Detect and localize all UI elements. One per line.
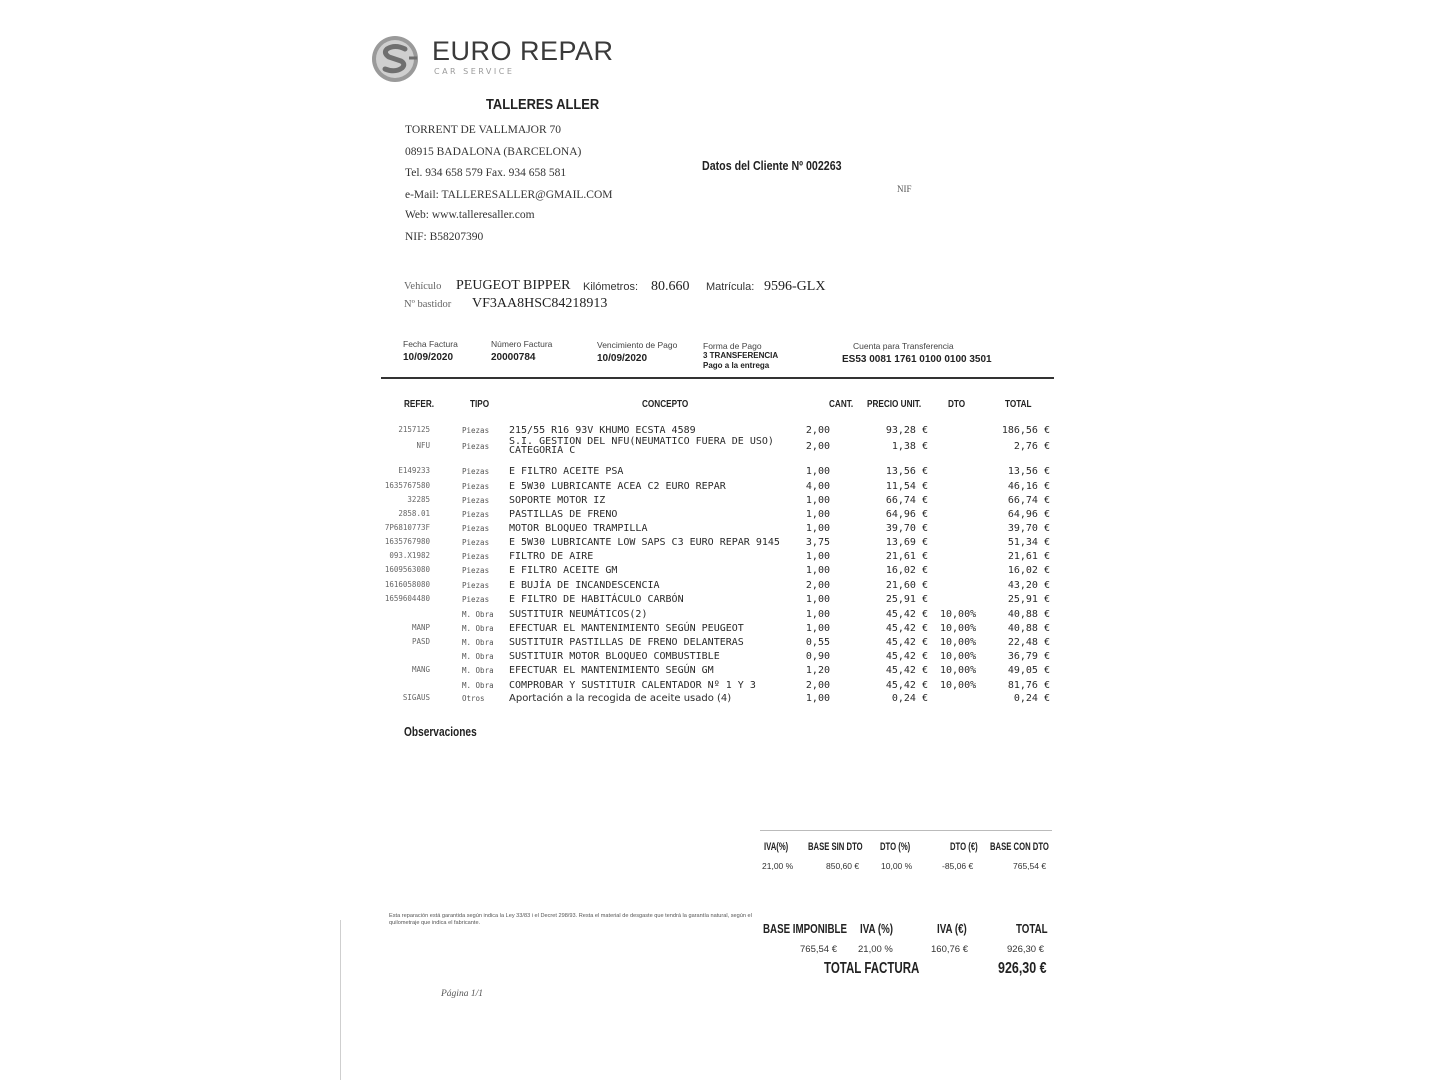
- cell-ref: 32285: [407, 495, 430, 504]
- cell-ref: 1616058080: [384, 580, 430, 589]
- table-row: [380, 651, 1060, 665]
- cell-precio: 39,70 €: [885, 523, 928, 534]
- totals-header-base: BASE IMPONIBLE: [763, 921, 847, 936]
- cell-ref: MANG: [411, 665, 430, 674]
- cell-concepto: E BUJÍA DE INCANDESCENCIA: [509, 580, 660, 591]
- cell-precio: 25,91 €: [885, 594, 928, 605]
- tax-header-dto-eur: DTO (€): [950, 841, 978, 853]
- cell-tipo: M. Obra: [462, 681, 494, 690]
- cell-concepto: E 5W30 LUBRICANTE LOW SAPS C3 EURO REPAR 9145: [509, 537, 780, 548]
- table-row: [380, 623, 1060, 637]
- cell-cant: 1,00: [805, 609, 830, 620]
- header-divider: [381, 377, 1054, 379]
- plate-value: 9596-GLX: [764, 279, 826, 294]
- table-row: [380, 580, 1060, 594]
- cell-concepto: SUSTITUIR PASTILLAS DE FRENO DELANTERAS: [509, 637, 744, 648]
- table-row: [380, 495, 1060, 509]
- cell-precio: 16,02 €: [885, 565, 928, 576]
- cell-tipo: Piezas: [462, 595, 490, 604]
- tax-value-base-con-dto: 765,54 €: [1013, 861, 1047, 871]
- cell-precio: 93,28 €: [885, 425, 928, 436]
- tax-value-base-sin-dto: 850,60 €: [826, 861, 860, 871]
- cell-precio: 45,42 €: [885, 680, 928, 691]
- table-row: [380, 565, 1060, 579]
- totals-header-iva-pct: IVA (%): [860, 921, 894, 936]
- km-value: 80.660: [651, 279, 690, 294]
- col-header-total: TOTAL: [1005, 398, 1032, 410]
- cell-total: 46,16 €: [1007, 481, 1050, 492]
- cell-concepto: PASTILLAS DE FRENO: [509, 509, 618, 520]
- tax-header-base-sin-dto: BASE SIN DTO: [808, 841, 863, 853]
- cell-tipo: Piezas: [462, 467, 490, 476]
- totals-value-iva-eur: 160,76 €: [931, 944, 968, 955]
- cell-precio: 66,74 €: [885, 495, 928, 506]
- cell-total: 81,76 €: [1007, 680, 1050, 691]
- cell-cant: 1,00: [805, 466, 830, 477]
- cell-total: 186,56 €: [1001, 425, 1050, 436]
- cell-tipo: Piezas: [462, 566, 490, 575]
- cell-cant: 1,00: [805, 623, 830, 634]
- invoice-number-value: 20000784: [491, 352, 536, 363]
- km-label: Kilómetros:: [583, 281, 639, 293]
- company-address: TORRENT DE VALLMAJOR 70: [405, 124, 562, 136]
- table-row: [380, 680, 1060, 694]
- cell-ref: PASD: [411, 637, 430, 646]
- invoice-number-label: Número Factura: [491, 339, 553, 349]
- table-row: [380, 637, 1060, 651]
- totals-header-iva-eur: IVA (€): [937, 921, 967, 936]
- cell-dto: 10,00%: [940, 680, 977, 691]
- due-date-label: Vencimiento de Pago: [597, 340, 678, 350]
- cell-cant: 2,00: [805, 680, 830, 691]
- cell-concepto: E 5W30 LUBRICANTE ACEA C2 EURO REPAR: [509, 481, 726, 492]
- cell-cant: 0,90: [805, 651, 830, 662]
- totals-header-total: TOTAL: [1016, 921, 1048, 936]
- cell-ref: SIGAUS: [402, 693, 430, 702]
- cell-cant: 1,00: [805, 594, 830, 605]
- cell-ref: 7P6810773F: [384, 523, 430, 532]
- cell-tipo: Otros: [462, 694, 485, 703]
- payment-note: Pago a la entrega: [703, 361, 770, 370]
- cell-concepto: E FILTRO DE HABITÁCULO CARBÓN: [509, 594, 684, 605]
- payment-method-value: 3 TRANSFERENCIA: [703, 351, 779, 360]
- cell-total: 16,02 €: [1007, 565, 1050, 576]
- cell-cant: 2,00: [805, 580, 830, 591]
- payment-method-label: Forma de Pago: [703, 341, 762, 351]
- account-value: ES53 0081 1761 0100 0100 3501: [842, 354, 992, 365]
- legal-note: Esta reparación está garantida según indica la Ley 33/83 i el Decret 298/93. Resta el material de desgaste que tendrá la garantía natural, según el quilometraje que indica el fabricante.: [389, 913, 752, 926]
- totals-value-base: 765,54 €: [800, 944, 837, 955]
- cell-concepto: SUSTITUIR MOTOR BLOQUEO COMBUSTIBLE: [509, 651, 720, 662]
- grand-total-label: TOTAL FACTURA: [824, 960, 920, 977]
- frame-label: Nº bastidor: [404, 299, 452, 310]
- cell-cant: 1,00: [805, 509, 830, 520]
- plate-label: Matrícula:: [706, 281, 755, 293]
- tax-value-iva: 21,00 %: [762, 861, 794, 871]
- cell-total: 25,91 €: [1007, 594, 1050, 605]
- cell-precio: 13,56 €: [885, 466, 928, 477]
- cell-total: 39,70 €: [1007, 523, 1050, 534]
- cell-ref: E149233: [398, 466, 430, 475]
- tax-header-dto-pct: DTO (%): [880, 841, 911, 853]
- cell-cant: 1,00: [805, 495, 830, 506]
- cell-precio: 0,24 €: [891, 693, 928, 704]
- cell-precio: 64,96 €: [885, 509, 928, 520]
- observations-label: Observaciones: [404, 724, 477, 739]
- cell-total: 36,79 €: [1007, 651, 1050, 662]
- euro-repar-logo-icon: [369, 34, 423, 84]
- cell-concepto: S.I. GESTION DEL NFU(NEUMATICO FUERA DE USO) CATEGORIA C: [509, 436, 774, 456]
- table-row: [380, 609, 1060, 623]
- cell-cant: 2,00: [805, 425, 830, 436]
- table-row: [380, 481, 1060, 495]
- cell-precio: 45,42 €: [885, 651, 928, 662]
- frame-value: VF3AA8HSC84218913: [472, 296, 608, 311]
- company-email: e-Mail: TALLERESALLER@GMAIL.COM: [405, 189, 613, 201]
- col-header-ref: REFER.: [404, 398, 435, 410]
- company-phones: Tel. 934 658 579 Fax. 934 658 581: [405, 167, 567, 179]
- cell-precio: 45,42 €: [885, 637, 928, 648]
- brand-subtitle: CAR SERVICE: [434, 67, 515, 76]
- cell-concepto: 215/55 R16 93V KHUMO ECSTA 4589: [509, 425, 696, 436]
- cell-concepto: COMPROBAR Y SUSTITUIR CALENTADOR Nº 1 Y 3: [509, 680, 756, 691]
- cell-total: 40,88 €: [1007, 609, 1050, 620]
- cell-tipo: Piezas: [462, 510, 490, 519]
- cell-cant: 0,55: [805, 637, 830, 648]
- vehicle-label: Vehículo: [404, 281, 442, 292]
- col-header-concepto: CONCEPTO: [642, 398, 689, 410]
- client-data-title: Datos del Cliente Nº 002263: [702, 158, 842, 173]
- table-row: [380, 509, 1060, 523]
- col-header-cant: CANT.: [829, 398, 854, 410]
- invoice-date-value: 10/09/2020: [403, 352, 454, 363]
- grand-total-value: 926,30 €: [998, 960, 1047, 977]
- cell-concepto: SOPORTE MOTOR IZ: [509, 495, 606, 506]
- cell-ref: 1609563080: [384, 565, 430, 574]
- cell-tipo: Piezas: [462, 482, 490, 491]
- totals-value-total: 926,30 €: [1007, 944, 1044, 955]
- cell-cant: 1,00: [805, 551, 830, 562]
- tax-header-base-con-dto: BASE CON DTO: [990, 841, 1049, 853]
- col-header-precio: PRECIO UNIT.: [867, 398, 922, 410]
- cell-precio: 13,69 €: [885, 537, 928, 548]
- cell-dto: 10,00%: [940, 651, 977, 662]
- table-row: [380, 537, 1060, 551]
- tax-value-dto-eur: -85,06 €: [942, 861, 974, 871]
- table-row: [380, 523, 1060, 537]
- col-header-dto: DTO: [948, 398, 966, 410]
- cell-tipo: M. Obra: [462, 638, 494, 647]
- cell-total: 0,24 €: [1013, 693, 1050, 704]
- cell-tipo: Piezas: [462, 442, 490, 451]
- cell-ref: 2157125: [398, 425, 430, 434]
- cell-cant: 1,00: [805, 693, 830, 704]
- cell-cant: 1,00: [805, 523, 830, 534]
- cell-cant: 4,00: [805, 481, 830, 492]
- company-nif: NIF: B58207390: [405, 231, 484, 243]
- cell-precio: 1,38 €: [891, 441, 928, 452]
- table-row: [380, 693, 1060, 707]
- cell-total: 43,20 €: [1007, 580, 1050, 591]
- cell-tipo: Piezas: [462, 496, 490, 505]
- totals-value-iva-pct: 21,00 %: [858, 944, 893, 955]
- brand-name: EURO REPAR: [432, 36, 614, 66]
- cell-ref: 1635767980: [384, 537, 430, 546]
- cell-total: 21,61 €: [1007, 551, 1050, 562]
- cell-dto: 10,00%: [940, 623, 977, 634]
- cell-concepto: FILTRO DE AIRE: [509, 551, 594, 562]
- cell-total: 13,56 €: [1007, 466, 1050, 477]
- cell-precio: 21,61 €: [885, 551, 928, 562]
- cell-total: 64,96 €: [1007, 509, 1050, 520]
- table-row: [380, 665, 1060, 679]
- cell-total: 22,48 €: [1007, 637, 1050, 648]
- cell-dto: 10,00%: [940, 637, 977, 648]
- page-indicator: Página 1/1: [441, 989, 483, 999]
- table-row: [380, 436, 1060, 456]
- cell-ref: 093.X1982: [389, 551, 430, 560]
- client-nif-label: NIF: [897, 184, 912, 194]
- cell-total: 49,05 €: [1007, 665, 1050, 676]
- cell-precio: 45,42 €: [885, 623, 928, 634]
- vehicle-value: PEUGEOT BIPPER: [456, 278, 571, 293]
- cell-tipo: M. Obra: [462, 666, 494, 675]
- cell-precio: 21,60 €: [885, 580, 928, 591]
- cell-tipo: Piezas: [462, 524, 490, 533]
- cell-concepto: Aportación a la recogida de aceite usado (4): [509, 693, 732, 704]
- cell-cant: 2,00: [805, 441, 830, 452]
- col-header-tipo: TIPO: [470, 398, 490, 410]
- cell-concepto: EFECTUAR EL MANTENIMIENTO SEGÚN PEUGEOT: [509, 623, 744, 634]
- cell-concepto: SUSTITUIR NEUMÁTICOS(2): [509, 609, 648, 620]
- cell-tipo: Piezas: [462, 538, 490, 547]
- cell-precio: 11,54 €: [885, 481, 928, 492]
- due-date-value: 10/09/2020: [597, 353, 648, 364]
- cell-tipo: Piezas: [462, 581, 490, 590]
- cell-dto: 10,00%: [940, 609, 977, 620]
- cell-ref: NFU: [416, 441, 430, 450]
- cell-total: 51,34 €: [1007, 537, 1050, 548]
- cell-total: 40,88 €: [1007, 623, 1050, 634]
- cell-tipo: Piezas: [462, 552, 490, 561]
- company-city: 08915 BADALONA (BARCELONA): [405, 146, 582, 158]
- invoice-date-label: Fecha Factura: [403, 339, 458, 349]
- cell-cant: 3,75: [805, 537, 830, 548]
- cell-concepto: E FILTRO ACEITE PSA: [509, 466, 624, 477]
- cell-total: 66,74 €: [1007, 495, 1050, 506]
- table-row: [380, 466, 1060, 480]
- company-name: TALLERES ALLER: [486, 96, 600, 113]
- cell-tipo: M. Obra: [462, 624, 494, 633]
- cell-precio: 45,42 €: [885, 665, 928, 676]
- table-row: [380, 551, 1060, 565]
- account-label: Cuenta para Transferencia: [853, 341, 954, 351]
- tax-header-iva: IVA(%): [764, 841, 789, 853]
- cell-ref: 1635767580: [384, 481, 430, 490]
- cell-concepto: EFECTUAR EL MANTENIMIENTO SEGÚN GM: [509, 665, 714, 676]
- tax-summary-divider: [760, 830, 1052, 831]
- cell-concepto: MOTOR BLOQUEO TRAMPILLA: [509, 523, 648, 534]
- cell-ref: 1659604480: [384, 594, 430, 603]
- table-row: [380, 594, 1060, 608]
- cell-tipo: M. Obra: [462, 652, 494, 661]
- cell-total: 2,76 €: [1013, 441, 1050, 452]
- cell-dto: 10,00%: [940, 665, 977, 676]
- cell-precio: 45,42 €: [885, 609, 928, 620]
- cell-cant: 1,20: [805, 665, 830, 676]
- page-edge-line: [340, 920, 341, 1080]
- cell-tipo: Piezas: [462, 426, 490, 435]
- tax-value-dto-pct: 10,00 %: [881, 861, 913, 871]
- company-web: Web: www.talleresaller.com: [405, 209, 535, 221]
- cell-concepto: E FILTRO ACEITE GM: [509, 565, 618, 576]
- cell-cant: 1,00: [805, 565, 830, 576]
- cell-tipo: M. Obra: [462, 610, 494, 619]
- cell-ref: 2858.01: [398, 509, 430, 518]
- cell-ref: MANP: [411, 623, 430, 632]
